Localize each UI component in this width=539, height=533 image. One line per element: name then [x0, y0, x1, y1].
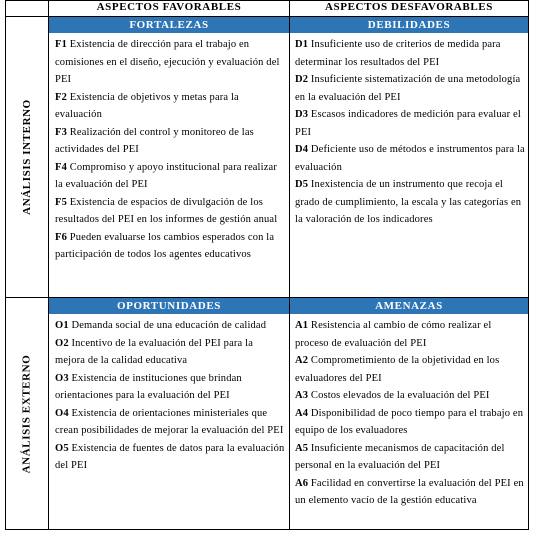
item-text: Escasos indicadores de medición para evaluar el PEI [295, 109, 521, 138]
list-item [295, 36, 525, 71]
list-item [55, 229, 285, 264]
list-item [55, 194, 285, 229]
list-item [55, 124, 285, 159]
item-code: O2 [55, 337, 69, 349]
list-item [295, 106, 525, 141]
item-text: Insuficiente sistematización de una metodología en la evaluación del PEI [295, 74, 521, 103]
strengths-list [55, 36, 285, 264]
list-item [295, 317, 525, 352]
list-item [55, 370, 285, 405]
item-text: Existencia de espacios de divulgación de los resultados del PEI en los informes de gestión anual [55, 196, 278, 225]
item-code: F1 [55, 39, 67, 50]
list-item [55, 405, 285, 440]
item-code: F3 [55, 126, 67, 138]
list-item [295, 440, 525, 475]
list-item [55, 335, 285, 370]
item-code: A6 [295, 477, 309, 489]
item-code: D4 [295, 144, 309, 155]
divider-v-middle [289, 0, 290, 530]
item-text: Facilidad en convertirse la evaluación del PEI en un elemento vacío de la gestión educativa [295, 477, 524, 506]
row-label-external [5, 298, 48, 529]
item-text: Compromiso y apoyo institucional para realizar la evaluación del PEI [55, 161, 277, 190]
item-code: O1 [55, 320, 69, 331]
item-text: Existencia de orientaciones ministeriales que crean posibilidades de mejorar la evaluación del PEI [55, 407, 284, 436]
item-code: A4 [295, 407, 309, 419]
item-text: Existencia de instituciones que brindan orientaciones para la evaluación del PEI [55, 372, 242, 401]
item-text: Disponibilidad de poco tiempo para el trabajo en equipo de los evaluadores [295, 407, 524, 436]
item-text: Insuficiente mecanismos de capacitación del personal en la evaluación del PEI [295, 442, 505, 471]
item-code: A1 [295, 320, 309, 331]
header-favorable: ASPECTOS FAVORABLES [96, 1, 242, 13]
list-item [295, 387, 525, 405]
weaknesses-list [295, 36, 525, 229]
band-opportunities: OPORTUNIDADES [49, 298, 289, 314]
list-item [295, 352, 525, 387]
threats-list [295, 317, 525, 510]
list-item [295, 141, 525, 176]
item-code: F4 [55, 161, 67, 173]
row-label-external-text: ANÁLISIS EXTERNO [20, 354, 33, 473]
item-code: F6 [55, 231, 67, 243]
row-label-internal [5, 17, 48, 297]
swot-table [5, 0, 529, 530]
band-weaknesses: DEBILIDADES [290, 17, 528, 33]
header-unfavorable: ASPECTOS DESFAVORABLES [325, 1, 493, 13]
item-text: Pueden evaluarse los cambios esperados con la participación de todos los agentes educativos [55, 231, 275, 260]
item-code: O3 [55, 372, 69, 384]
list-item [55, 36, 285, 89]
list-item [55, 89, 285, 124]
item-text: Resistencia al cambio de cómo realizar el proceso de evaluación del PEI [295, 320, 492, 349]
item-code: A3 [295, 390, 309, 401]
list-item [295, 475, 525, 510]
item-text: Inexistencia de un instrumento que recoja el grado de cumplimiento, la escala y las categorías en la valoración de los indicadores [295, 179, 522, 225]
row-label-internal-text: ANÁLISIS INTERNO [20, 99, 33, 215]
item-code: D5 [295, 179, 309, 190]
list-item [55, 440, 285, 475]
item-text: Costos elevados de la evaluación del PEI [308, 390, 490, 401]
item-text: Existencia de objetivos y metas para la evaluación [55, 91, 239, 120]
opportunities-list [55, 317, 285, 475]
item-text: Demanda social de una educación de calidad [68, 320, 267, 331]
item-text: Deficiente uso de métodos e instrumentos para la evaluación [295, 144, 525, 173]
item-code: D3 [295, 109, 309, 120]
item-code: F5 [55, 196, 67, 208]
item-text: Incentivo de la evaluación del PEI para la mejora de la calidad educativa [55, 337, 254, 366]
list-item [55, 317, 285, 335]
item-text: Existencia de fuentes de datos para la evaluación del PEI [55, 442, 285, 471]
item-text: Insuficiente uso de criterios de medida para determinar los resultados del PEI [295, 39, 501, 68]
band-threats: AMENAZAS [290, 298, 528, 314]
item-text: Existencia de dirección para el trabajo en comisiones en el diseño, ejecución y evaluación del PEI [55, 39, 280, 85]
item-code: F2 [55, 91, 67, 103]
divider-v-side [48, 0, 49, 530]
item-code: D1 [295, 39, 309, 50]
item-code: A2 [295, 355, 309, 366]
item-text: Comprometimiento de la objetividad en los evaluadores del PEI [295, 355, 500, 384]
item-code: O4 [55, 407, 69, 419]
list-item [295, 176, 525, 229]
list-item [295, 405, 525, 440]
item-code: O5 [55, 442, 69, 454]
band-strengths: FORTALEZAS [49, 17, 289, 33]
item-text: Realización del control y monitoreo de las actividades del PEI [55, 126, 254, 155]
list-item [295, 71, 525, 106]
item-code: A5 [295, 442, 309, 454]
item-code: D2 [295, 74, 309, 85]
list-item [55, 159, 285, 194]
